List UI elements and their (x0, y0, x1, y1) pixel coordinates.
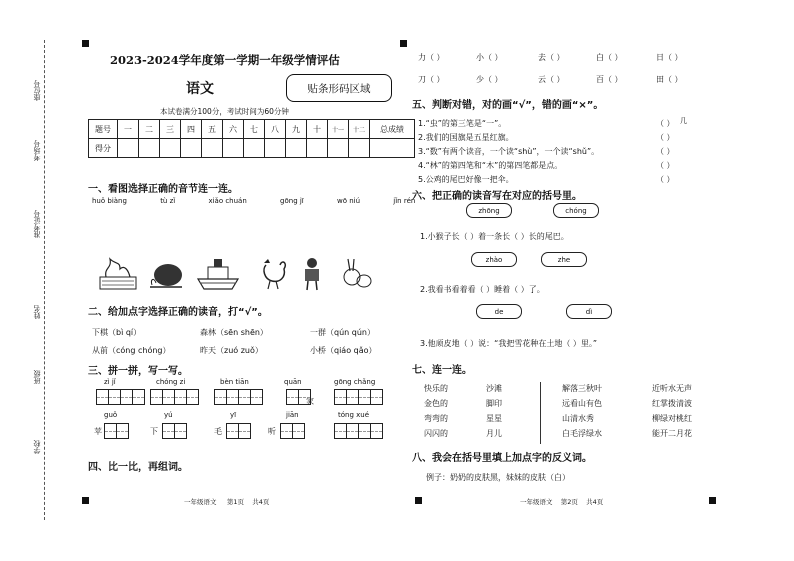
compare-char[interactable]: 少（ ） (476, 75, 503, 84)
table-cell[interactable] (307, 139, 328, 158)
writing-box[interactable] (186, 389, 199, 405)
table-cell[interactable] (370, 139, 415, 158)
exam-room-label: 考场号 (33, 140, 41, 161)
reading-choice[interactable]: 森林（sēn shēn） (200, 328, 268, 337)
writing-box[interactable] (370, 423, 383, 439)
writing-box[interactable] (116, 423, 129, 439)
pinyin-label: jiān (286, 411, 299, 419)
table-cell[interactable] (286, 139, 307, 158)
pinyin-option[interactable]: wō niú (337, 197, 361, 205)
pinyin-option[interactable]: dì (566, 304, 612, 319)
match-item[interactable]: 远看山有色 (562, 399, 602, 408)
pinyin-label: chóng zi (156, 378, 186, 386)
subject-title: 语文 (186, 81, 214, 97)
school-label: 学校 (33, 440, 41, 454)
reading-choice[interactable]: 从前（cóng chóng） (92, 346, 171, 355)
compare-char[interactable]: 云（ ） (538, 75, 565, 84)
given-char: 家 (306, 397, 314, 406)
corner-mark (709, 497, 716, 504)
table-cell: 十 (307, 120, 328, 139)
pinyin-label: gōng chǎng (334, 378, 376, 386)
compare-char[interactable]: 去（ ） (538, 53, 565, 62)
table-cell: 六 (223, 120, 244, 139)
pinyin-option[interactable]: chóng (553, 203, 599, 218)
corner-mark (82, 497, 89, 504)
q1-pinyin-row (92, 197, 446, 205)
true-false-item: 3.“数”有两个读音，一个读“shù”，一个读“shǔ”。 (418, 147, 600, 156)
footer-total: 共4页 (252, 498, 270, 506)
match-item[interactable]: 金色的 (424, 399, 448, 408)
compare-char[interactable]: 百（ ） (596, 75, 623, 84)
footer-right (520, 497, 603, 506)
table-cell: 九 (286, 120, 307, 139)
writing-box[interactable] (298, 389, 311, 405)
pinyin-option[interactable]: zhe (541, 252, 587, 267)
match-item[interactable]: 沙滩 (486, 384, 502, 393)
pinyin-option[interactable]: gōng jī (280, 197, 304, 205)
corner-mark (82, 40, 89, 47)
match-item[interactable]: 解落三秋叶 (562, 384, 602, 393)
compare-char[interactable]: 力（ ） (418, 53, 445, 62)
q6-sentence-2: 2.我看书看着看（ ）睡着（ ）了。 (420, 285, 545, 294)
match-item[interactable]: 近听水无声 (652, 384, 692, 393)
table-cell: 五 (202, 120, 223, 139)
q3-title: 三、拼一拼，写一写。 (88, 366, 188, 377)
pinyin-label: yī (230, 411, 237, 419)
admission-number-label: 准考证号 (33, 210, 41, 238)
q2-title: 二、给加点字选择正确的读音，打“√”。 (88, 307, 268, 318)
corner-mark (400, 40, 407, 47)
writing-box[interactable] (292, 423, 305, 439)
writing-box[interactable] (174, 423, 187, 439)
compare-char[interactable]: 白（ ） (596, 53, 623, 62)
compare-char[interactable]: 日（ ） (656, 53, 683, 62)
footer-subject: 一年级语文 (520, 498, 553, 506)
table-cell[interactable] (244, 139, 265, 158)
table-cell: 十二 (349, 120, 370, 139)
reading-choice[interactable]: 小桥（qiáo qǎo） (310, 346, 377, 355)
footer-total: 共4页 (586, 498, 604, 506)
table-row (89, 120, 415, 139)
student-info-sidebar (30, 80, 50, 510)
match-item[interactable]: 白毛浮绿水 (562, 429, 602, 438)
class-label: 班级 (33, 370, 41, 384)
pinyin-label: zì jǐ (104, 378, 116, 386)
match-item[interactable]: 红掌拨清波 (652, 399, 692, 408)
table-cell: 七 (244, 120, 265, 139)
table-cell[interactable] (160, 139, 181, 158)
match-item[interactable]: 脚印 (486, 399, 502, 408)
table-cell[interactable] (328, 139, 349, 158)
true-false-item: 4.“林”的第四笔和“木”的第四笔都是点。 (418, 161, 563, 170)
given-char: 毛 (214, 427, 222, 436)
answer-bracket[interactable]: （ ） (656, 175, 675, 184)
q6-sentence-3: 3.他顽皮地（ ）说：“我把雪花种在土地（ ）里。” (420, 339, 598, 348)
reading-choice[interactable]: 昨天（zuó zuǒ） (200, 346, 263, 355)
q5-title: 五、判断对错，对的画“√”，错的画“×”。 (412, 100, 604, 111)
writing-box[interactable] (132, 389, 145, 405)
table-cell[interactable] (202, 139, 223, 158)
true-false-item: 2.我们的国旗是五星红旗。 (418, 133, 514, 142)
writing-box[interactable] (238, 423, 251, 439)
match-item[interactable]: 闪闪的 (424, 429, 448, 438)
table-cell: 十一 (328, 120, 349, 139)
answer-bracket[interactable]: （ ） (656, 147, 675, 156)
rooster-picture[interactable] (256, 255, 292, 291)
rabbit-picture[interactable] (338, 255, 374, 291)
reading-choice[interactable]: 下棋（bì qí） (92, 328, 142, 337)
q8-title: 八、我会在括号里填上加点字的反义词。 (412, 453, 592, 464)
table-cell: 一 (118, 120, 139, 139)
footer-subject: 一年级语文 (184, 498, 217, 506)
q6-title: 六、把正确的读音写在对应的括号里。 (412, 191, 582, 202)
answer-bracket[interactable]: （ ） (656, 119, 675, 128)
given-char: 下 (150, 427, 158, 436)
q1-title: 一、看图选择正确的音节连一连。 (88, 184, 238, 195)
table-cell: 题号 (89, 120, 118, 139)
answer-bracket[interactable]: （ ） (656, 161, 675, 170)
pinyin-label: quān (284, 378, 302, 386)
table-cell[interactable] (118, 139, 139, 158)
table-cell: 二 (139, 120, 160, 139)
true-false-item: 5.公鸡的尾巴好像一把伞。 (418, 175, 514, 184)
name-label: 姓名 (33, 305, 41, 319)
table-row (89, 139, 415, 158)
table-cell: 八 (265, 120, 286, 139)
divider (540, 382, 541, 444)
pinyin-option[interactable]: zhōng (466, 203, 512, 218)
pinyin-option[interactable]: jǐn rén (393, 197, 416, 205)
table-cell[interactable] (181, 139, 202, 158)
footer-left (184, 497, 269, 506)
pinyin-option[interactable]: huǒ biàng (92, 197, 127, 205)
table-cell: 三 (160, 120, 181, 139)
footer-page: 第1页 (226, 498, 244, 506)
match-item[interactable]: 柳绿对桃红 (652, 414, 692, 423)
given-char: 听 (268, 427, 276, 436)
table-cell[interactable] (139, 139, 160, 158)
table-cell: 得分 (89, 139, 118, 158)
match-item[interactable]: 快乐的 (424, 384, 448, 393)
match-item[interactable]: 弯弯的 (424, 414, 448, 423)
match-item[interactable]: 山清水秀 (562, 414, 594, 423)
worker-picture[interactable] (298, 255, 326, 291)
writing-box[interactable] (250, 389, 263, 405)
match-item[interactable]: 能开二月花 (652, 429, 692, 438)
boat-picture[interactable] (196, 255, 240, 291)
table-cell: 总成绩 (370, 120, 415, 139)
writing-box[interactable] (370, 389, 383, 405)
table-cell[interactable] (265, 139, 286, 158)
score-table (88, 119, 415, 158)
match-item[interactable]: 星星 (486, 414, 502, 423)
exam-note: 本试卷满分100分，考试时间为60分钟 (160, 107, 289, 116)
match-item[interactable]: 月儿 (486, 429, 502, 438)
pinyin-option[interactable]: xiǎo chuán (208, 197, 247, 205)
table-cell: 四 (181, 120, 202, 139)
reading-choice[interactable]: 一群（qún qún） (310, 328, 375, 337)
barcode-area: 贴条形码区域 (286, 74, 392, 102)
fire-picture[interactable] (98, 255, 138, 291)
table-cell[interactable] (223, 139, 244, 158)
q8-example: 例子：奶奶的皮肤黑，妹妹的皮肤（白） (426, 473, 570, 482)
snail-picture[interactable] (146, 255, 186, 291)
pinyin-label: tóng xué (338, 411, 370, 419)
compare-char[interactable]: 小（ ） (476, 53, 503, 62)
answer-bracket[interactable]: （ ） (656, 133, 675, 142)
true-false-item: 1.“虫”的第三笔是“一”。 (418, 119, 507, 128)
seat-number-label: 座位号 (33, 80, 41, 101)
pinyin-option[interactable]: de (476, 304, 522, 319)
corner-mark (415, 497, 422, 504)
pinyin-label: yú (164, 411, 173, 419)
page-title: 2023-2024学年度第一学期一年级学情评估 (110, 53, 340, 67)
q4-title: 四、比一比，再组词。 (88, 462, 188, 473)
given-char: 苹 (94, 427, 102, 436)
compare-char[interactable]: 田（ ） (656, 75, 683, 84)
pinyin-option[interactable]: tù zǐ (160, 197, 176, 205)
pinyin-label: guǒ (104, 411, 118, 419)
compare-char[interactable]: 刀（ ） (418, 75, 445, 84)
footer-page: 第2页 (560, 498, 578, 506)
pinyin-label: bèn tiān (220, 378, 249, 386)
q7-title: 七、连一连。 (412, 365, 472, 376)
q6-sentence-1: 1.小猴子长（ ）着一条长（ ）长的尾巴。 (420, 232, 569, 241)
pinyin-option[interactable]: zhào (471, 252, 517, 267)
handwritten-note: 几 (680, 117, 687, 125)
table-cell[interactable] (349, 139, 370, 158)
